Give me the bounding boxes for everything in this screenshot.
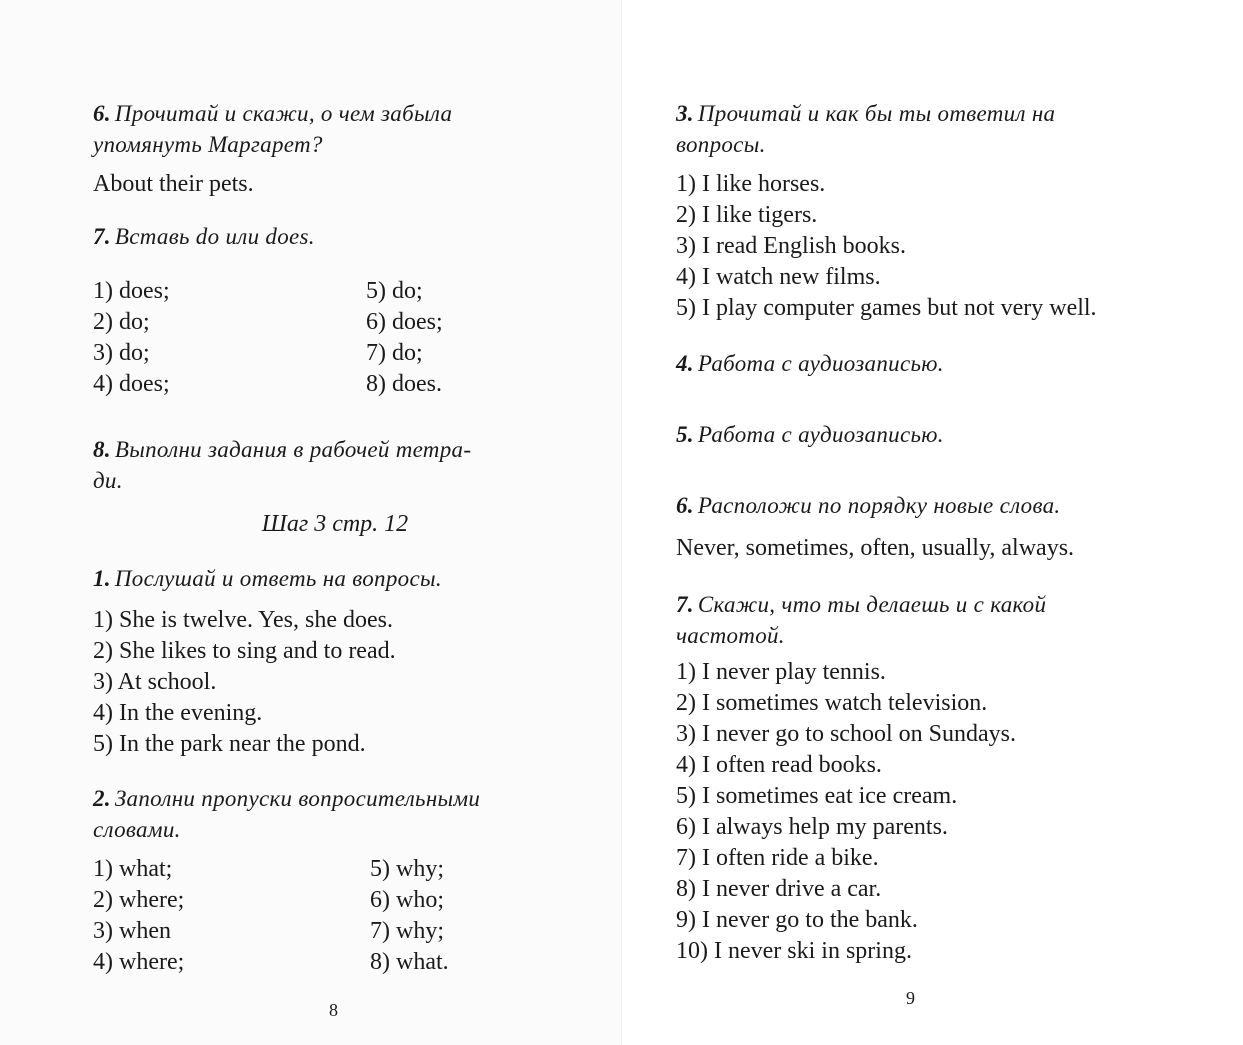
list-item: 6) does; bbox=[366, 309, 443, 335]
task-6r-heading bbox=[676, 490, 1060, 521]
list-item: 4) I often read books. bbox=[676, 752, 882, 778]
page-number: 9 bbox=[906, 988, 915, 1008]
list-item: 6) who; bbox=[370, 887, 444, 913]
task-number: 7. bbox=[676, 592, 694, 617]
list-item: 2) She likes to sing and to read. bbox=[93, 638, 396, 664]
task-7r-answers bbox=[676, 657, 1016, 967]
list-item: 1) what; bbox=[93, 856, 173, 882]
task-3-heading bbox=[676, 98, 1216, 160]
task-number: 6. bbox=[676, 493, 694, 518]
list-item: 10) I never ski in spring. bbox=[676, 938, 912, 964]
task-number: 6. bbox=[93, 101, 111, 126]
task-text: упомянуть Маргарет? bbox=[93, 132, 323, 157]
list-item: 5) In the park near the pond. bbox=[93, 731, 366, 757]
list-item: 4) In the evening. bbox=[93, 700, 263, 726]
list-item: 4) I watch new films. bbox=[676, 264, 881, 290]
task-text: Расположи по порядку новые слова. bbox=[697, 493, 1061, 518]
task-2-answers-col1 bbox=[93, 854, 184, 978]
task-6-answer: About their pets. bbox=[93, 171, 254, 197]
task-text: Послушай и ответь на вопросы. bbox=[114, 566, 442, 591]
task-text: Прочитай и скажи, о чем забыла bbox=[114, 101, 453, 126]
list-item: 2) where; bbox=[93, 887, 185, 913]
task-7-answers-col1 bbox=[93, 276, 170, 400]
task-6r-answer: Never, sometimes, often, usually, always. bbox=[676, 535, 1075, 561]
task-text: Выполни задания в рабочей тетра- bbox=[114, 437, 472, 462]
list-item: 7) why; bbox=[370, 918, 444, 944]
list-item: 3) when bbox=[93, 918, 171, 944]
list-item: 5) I sometimes eat ice cream. bbox=[676, 783, 958, 809]
task-text: вопросы. bbox=[676, 132, 766, 157]
task-7r-heading bbox=[676, 589, 1216, 651]
task-number: 4. bbox=[676, 351, 694, 376]
task-number: 8. bbox=[93, 437, 111, 462]
task-text: частотой. bbox=[676, 623, 785, 648]
task-number: 3. bbox=[676, 101, 694, 126]
task-2-answers-col2 bbox=[370, 854, 449, 978]
list-item: 7) do; bbox=[366, 340, 423, 366]
list-item: 4) does; bbox=[93, 371, 170, 397]
list-item: 8) what. bbox=[370, 949, 449, 975]
list-item: 9) I never go to the bank. bbox=[676, 907, 918, 933]
task-7-answers-col2 bbox=[366, 276, 443, 400]
list-item: 1) does; bbox=[93, 278, 170, 304]
list-item: 6) I always help my parents. bbox=[676, 814, 948, 840]
task-text: Работа с аудиозаписью. bbox=[697, 351, 944, 376]
task-number: 5. bbox=[676, 422, 694, 447]
list-item: 5) do; bbox=[366, 278, 423, 304]
list-item: 2) I sometimes watch television. bbox=[676, 690, 988, 716]
list-item: 8) does. bbox=[366, 371, 442, 397]
list-item: 4) where; bbox=[93, 949, 185, 975]
list-item: 1) I like horses. bbox=[676, 171, 826, 197]
list-item: 1) I never play tennis. bbox=[676, 659, 886, 685]
list-item: 8) I never drive a car. bbox=[676, 876, 882, 902]
right-page bbox=[622, 0, 1243, 1045]
task-6-heading bbox=[93, 98, 593, 160]
page-number: 8 bbox=[329, 1000, 338, 1020]
task-7-heading bbox=[93, 221, 315, 252]
step-title: Шаг 3 стр. 12 bbox=[261, 511, 409, 537]
list-item: 1) She is twelve. Yes, she does. bbox=[93, 607, 393, 633]
list-item: 2) do; bbox=[93, 309, 150, 335]
task-number: 7. bbox=[93, 224, 111, 249]
task-1-answers bbox=[93, 605, 396, 760]
list-item: 5) I play computer games but not very well. bbox=[676, 295, 1097, 321]
list-item: 7) I often ride a bike. bbox=[676, 845, 879, 871]
list-item: 5) why; bbox=[370, 856, 444, 882]
task-text: словами. bbox=[93, 817, 181, 842]
list-item: 3) do; bbox=[93, 340, 150, 366]
task-5-heading bbox=[676, 419, 944, 450]
task-text: Вставь do или does. bbox=[114, 224, 315, 249]
task-text: Скажи, что ты делаешь и с какой bbox=[697, 592, 1047, 617]
list-item: 3) At school. bbox=[93, 669, 217, 695]
task-8-heading bbox=[93, 434, 593, 496]
task-number: 2. bbox=[93, 786, 111, 811]
task-3-answers bbox=[676, 169, 1097, 324]
task-text: ди. bbox=[93, 468, 123, 493]
list-item: 3) I never go to school on Sundays. bbox=[676, 721, 1016, 747]
task-number: 1. bbox=[93, 566, 111, 591]
task-4-heading bbox=[676, 348, 944, 379]
task-text: Заполни пропуски вопросительными bbox=[114, 786, 481, 811]
task-2-heading bbox=[93, 783, 593, 845]
task-text: Прочитай и как бы ты ответил на bbox=[697, 101, 1056, 126]
task-1-heading bbox=[93, 563, 442, 594]
list-item: 3) I read English books. bbox=[676, 233, 906, 259]
list-item: 2) I like tigers. bbox=[676, 202, 818, 228]
task-text: Работа с аудиозаписью. bbox=[697, 422, 944, 447]
